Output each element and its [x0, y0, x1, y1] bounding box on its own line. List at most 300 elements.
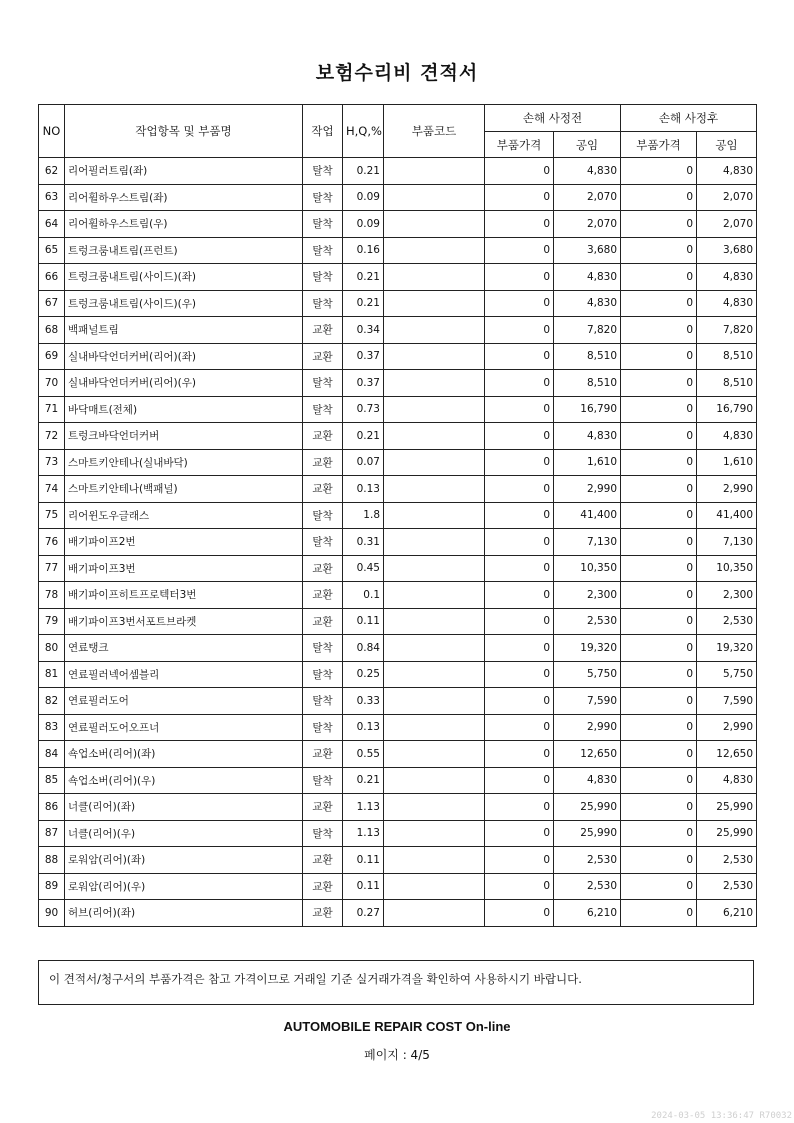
row-item-name: 너클(리어)(우)	[65, 820, 303, 847]
row-before-part-price: 0	[485, 264, 554, 291]
row-after-part-price: 0	[621, 158, 697, 185]
row-after-labor: 2,990	[697, 476, 757, 503]
row-after-part-price: 0	[621, 635, 697, 662]
row-before-labor: 3,680	[554, 237, 621, 264]
row-part-code	[384, 635, 485, 662]
table-row	[39, 502, 757, 529]
row-after-labor: 4,830	[697, 264, 757, 291]
row-before-part-price: 0	[485, 502, 554, 529]
header-no: NO	[39, 105, 65, 158]
row-after-part-price: 0	[621, 370, 697, 397]
row-after-labor: 25,990	[697, 820, 757, 847]
row-hq: 0.21	[343, 264, 384, 291]
row-hq: 0.07	[343, 449, 384, 476]
row-item-name: 로워암(리어)(좌)	[65, 847, 303, 874]
row-item-name: 트렁크바닥언더커버	[65, 423, 303, 450]
row-part-code	[384, 343, 485, 370]
row-hq: 0.84	[343, 635, 384, 662]
row-work-type: 탈착	[303, 502, 343, 529]
row-after-part-price: 0	[621, 555, 697, 582]
row-work-type: 탈착	[303, 661, 343, 688]
row-before-labor: 2,530	[554, 608, 621, 635]
row-hq: 0.27	[343, 900, 384, 927]
row-before-part-price: 0	[485, 317, 554, 344]
row-after-part-price: 0	[621, 423, 697, 450]
row-part-code	[384, 290, 485, 317]
header-after-part-price: 부품가격	[621, 132, 697, 158]
row-after-part-price: 0	[621, 264, 697, 291]
row-after-labor: 2,530	[697, 847, 757, 874]
row-part-code	[384, 184, 485, 211]
table-row	[39, 900, 757, 927]
row-no: 67	[39, 290, 65, 317]
row-no: 88	[39, 847, 65, 874]
row-work-type: 탈착	[303, 290, 343, 317]
table-row	[39, 847, 757, 874]
row-before-labor: 25,990	[554, 794, 621, 821]
table-row	[39, 290, 757, 317]
row-part-code	[384, 873, 485, 900]
row-after-labor: 3,680	[697, 237, 757, 264]
row-part-code	[384, 794, 485, 821]
row-no: 86	[39, 794, 65, 821]
row-after-labor: 2,300	[697, 582, 757, 609]
table-row	[39, 370, 757, 397]
row-item-name: 바닥매트(전체)	[65, 396, 303, 423]
row-before-part-price: 0	[485, 767, 554, 794]
row-hq: 0.09	[343, 184, 384, 211]
row-part-code	[384, 529, 485, 556]
row-before-labor: 8,510	[554, 370, 621, 397]
row-before-part-price: 0	[485, 290, 554, 317]
row-before-labor: 5,750	[554, 661, 621, 688]
row-before-labor: 2,530	[554, 873, 621, 900]
row-work-type: 탈착	[303, 529, 343, 556]
row-part-code	[384, 502, 485, 529]
price-notice-box	[38, 960, 754, 1005]
row-no: 65	[39, 237, 65, 264]
row-part-code	[384, 900, 485, 927]
row-before-part-price: 0	[485, 370, 554, 397]
row-part-code	[384, 476, 485, 503]
row-after-labor: 7,130	[697, 529, 757, 556]
table-row	[39, 820, 757, 847]
row-no: 72	[39, 423, 65, 450]
table-row	[39, 529, 757, 556]
row-after-labor: 10,350	[697, 555, 757, 582]
row-before-labor: 10,350	[554, 555, 621, 582]
row-work-type: 탈착	[303, 211, 343, 238]
row-item-name: 연료필러도어	[65, 688, 303, 715]
row-item-name: 스마트키안테나(실내바닥)	[65, 449, 303, 476]
table-row	[39, 211, 757, 238]
row-work-type: 교환	[303, 449, 343, 476]
table-row	[39, 184, 757, 211]
row-before-labor: 7,820	[554, 317, 621, 344]
row-part-code	[384, 767, 485, 794]
row-work-type: 탈착	[303, 688, 343, 715]
row-before-labor: 4,830	[554, 423, 621, 450]
row-hq: 0.11	[343, 608, 384, 635]
print-timestamp: 2024-03-05 13:36:47 R70032	[651, 1111, 792, 1121]
row-after-labor: 19,320	[697, 635, 757, 662]
table-row	[39, 635, 757, 662]
row-after-labor: 8,510	[697, 343, 757, 370]
row-hq: 0.21	[343, 767, 384, 794]
row-no: 80	[39, 635, 65, 662]
row-work-type: 교환	[303, 476, 343, 503]
row-work-type: 탈착	[303, 237, 343, 264]
row-after-part-price: 0	[621, 873, 697, 900]
row-work-type: 탈착	[303, 158, 343, 185]
row-after-part-price: 0	[621, 184, 697, 211]
row-after-labor: 41,400	[697, 502, 757, 529]
row-after-labor: 4,830	[697, 423, 757, 450]
row-hq: 1.13	[343, 794, 384, 821]
row-no: 70	[39, 370, 65, 397]
row-hq: 1.13	[343, 820, 384, 847]
row-item-name: 로워암(리어)(우)	[65, 873, 303, 900]
row-no: 71	[39, 396, 65, 423]
row-before-labor: 41,400	[554, 502, 621, 529]
table-row	[39, 794, 757, 821]
row-item-name: 백패널트림	[65, 317, 303, 344]
header-after-labor: 공임	[697, 132, 757, 158]
table-row	[39, 582, 757, 609]
row-after-part-price: 0	[621, 290, 697, 317]
row-after-part-price: 0	[621, 608, 697, 635]
row-no: 73	[39, 449, 65, 476]
row-no: 89	[39, 873, 65, 900]
row-part-code	[384, 211, 485, 238]
document-title: 보험수리비 견적서	[315, 62, 479, 84]
row-before-part-price: 0	[485, 608, 554, 635]
row-after-part-price: 0	[621, 396, 697, 423]
row-before-labor: 2,990	[554, 476, 621, 503]
row-after-labor: 7,590	[697, 688, 757, 715]
row-work-type: 탈착	[303, 635, 343, 662]
estimate-table	[38, 104, 757, 927]
row-item-name: 리어휠하우스트림(우)	[65, 211, 303, 238]
row-before-labor: 2,300	[554, 582, 621, 609]
row-after-part-price: 0	[621, 529, 697, 556]
row-no: 69	[39, 343, 65, 370]
row-before-labor: 16,790	[554, 396, 621, 423]
row-hq: 0.11	[343, 847, 384, 874]
header-before-part-price: 부품가격	[485, 132, 554, 158]
table-row	[39, 688, 757, 715]
header-after-adjustment: 손해 사정후	[621, 105, 757, 132]
row-no: 81	[39, 661, 65, 688]
header-part-code: 부품코드	[384, 105, 485, 158]
row-item-name: 트렁크룸내트림(사이드)(우)	[65, 290, 303, 317]
row-work-type: 탈착	[303, 396, 343, 423]
row-after-labor: 7,820	[697, 317, 757, 344]
footer-title: AUTOMOBILE REPAIR COST On-line	[283, 1019, 511, 1034]
header-before-adjustment: 손해 사정전	[485, 105, 621, 132]
row-item-name: 연료탱크	[65, 635, 303, 662]
row-item-name: 너클(리어)(좌)	[65, 794, 303, 821]
row-hq: 0.1	[343, 582, 384, 609]
row-before-labor: 8,510	[554, 343, 621, 370]
row-part-code	[384, 264, 485, 291]
row-after-part-price: 0	[621, 794, 697, 821]
row-after-part-price: 0	[621, 714, 697, 741]
row-before-part-price: 0	[485, 476, 554, 503]
row-after-labor: 4,830	[697, 767, 757, 794]
row-before-labor: 4,830	[554, 767, 621, 794]
row-no: 79	[39, 608, 65, 635]
row-work-type: 탈착	[303, 264, 343, 291]
row-hq: 0.21	[343, 290, 384, 317]
table-row	[39, 661, 757, 688]
row-item-name: 트렁크룸내트림(사이드)(좌)	[65, 264, 303, 291]
row-no: 74	[39, 476, 65, 503]
row-after-labor: 12,650	[697, 741, 757, 768]
row-hq: 0.33	[343, 688, 384, 715]
row-before-part-price: 0	[485, 449, 554, 476]
row-item-name: 연료필러도어오프너	[65, 714, 303, 741]
table-row	[39, 476, 757, 503]
row-work-type: 교환	[303, 317, 343, 344]
row-before-labor: 4,830	[554, 290, 621, 317]
row-after-labor: 25,990	[697, 794, 757, 821]
row-before-part-price: 0	[485, 211, 554, 238]
row-after-labor: 1,610	[697, 449, 757, 476]
row-part-code	[384, 608, 485, 635]
row-item-name: 배기파이프3번서포트브라켓	[65, 608, 303, 635]
table-row	[39, 741, 757, 768]
page-number: 페이지 : 4/5	[364, 1048, 430, 1062]
row-part-code	[384, 396, 485, 423]
row-before-labor: 4,830	[554, 264, 621, 291]
table-row	[39, 343, 757, 370]
row-work-type: 교환	[303, 608, 343, 635]
row-after-part-price: 0	[621, 847, 697, 874]
row-after-part-price: 0	[621, 582, 697, 609]
row-no: 64	[39, 211, 65, 238]
row-before-part-price: 0	[485, 158, 554, 185]
row-after-labor: 4,830	[697, 158, 757, 185]
row-before-part-price: 0	[485, 741, 554, 768]
row-hq: 0.31	[343, 529, 384, 556]
table-row	[39, 714, 757, 741]
row-item-name: 쇽업소버(리어)(우)	[65, 767, 303, 794]
table-row	[39, 608, 757, 635]
row-item-name: 연료필러넥어셈블리	[65, 661, 303, 688]
row-before-labor: 2,070	[554, 211, 621, 238]
row-after-part-price: 0	[621, 317, 697, 344]
row-before-part-price: 0	[485, 900, 554, 927]
row-after-part-price: 0	[621, 741, 697, 768]
row-part-code	[384, 555, 485, 582]
row-after-labor: 2,070	[697, 184, 757, 211]
table-body	[39, 158, 757, 927]
row-no: 83	[39, 714, 65, 741]
row-no: 75	[39, 502, 65, 529]
row-item-name: 배기파이프2번	[65, 529, 303, 556]
row-no: 63	[39, 184, 65, 211]
row-part-code	[384, 820, 485, 847]
row-after-part-price: 0	[621, 449, 697, 476]
row-after-part-price: 0	[621, 237, 697, 264]
row-after-labor: 5,750	[697, 661, 757, 688]
row-no: 87	[39, 820, 65, 847]
row-work-type: 탈착	[303, 767, 343, 794]
row-before-labor: 2,990	[554, 714, 621, 741]
row-work-type: 교환	[303, 847, 343, 874]
row-part-code	[384, 582, 485, 609]
row-item-name: 리어필러트림(좌)	[65, 158, 303, 185]
row-work-type: 교환	[303, 900, 343, 927]
row-work-type: 교환	[303, 794, 343, 821]
row-before-part-price: 0	[485, 529, 554, 556]
row-no: 84	[39, 741, 65, 768]
row-item-name: 배기파이프히트프로텍터3번	[65, 582, 303, 609]
row-after-part-price: 0	[621, 820, 697, 847]
row-before-part-price: 0	[485, 343, 554, 370]
table-row	[39, 449, 757, 476]
row-no: 85	[39, 767, 65, 794]
row-work-type: 탈착	[303, 820, 343, 847]
table-row	[39, 767, 757, 794]
row-after-labor: 2,530	[697, 608, 757, 635]
row-part-code	[384, 741, 485, 768]
row-after-part-price: 0	[621, 688, 697, 715]
row-before-labor: 4,830	[554, 158, 621, 185]
row-before-part-price: 0	[485, 794, 554, 821]
row-after-labor: 2,070	[697, 211, 757, 238]
row-work-type: 교환	[303, 343, 343, 370]
row-before-part-price: 0	[485, 847, 554, 874]
row-before-part-price: 0	[485, 555, 554, 582]
row-after-part-price: 0	[621, 767, 697, 794]
row-part-code	[384, 370, 485, 397]
row-part-code	[384, 714, 485, 741]
row-part-code	[384, 661, 485, 688]
row-item-name: 실내바닥언더커버(리어)(우)	[65, 370, 303, 397]
row-hq: 0.45	[343, 555, 384, 582]
header-hq: H,Q,%	[343, 105, 384, 158]
row-work-type: 교환	[303, 555, 343, 582]
row-before-part-price: 0	[485, 184, 554, 211]
header-before-labor: 공임	[554, 132, 621, 158]
row-before-labor: 2,070	[554, 184, 621, 211]
row-before-labor: 7,590	[554, 688, 621, 715]
row-item-name: 허브(리어)(좌)	[65, 900, 303, 927]
row-before-part-price: 0	[485, 237, 554, 264]
row-after-labor: 2,530	[697, 873, 757, 900]
row-after-part-price: 0	[621, 900, 697, 927]
row-item-name: 쇽업소버(리어)(좌)	[65, 741, 303, 768]
row-after-part-price: 0	[621, 211, 697, 238]
row-item-name: 트렁크룸내트림(프런트)	[65, 237, 303, 264]
row-hq: 0.25	[343, 661, 384, 688]
row-item-name: 실내바닥언더커버(리어)(좌)	[65, 343, 303, 370]
row-after-part-price: 0	[621, 343, 697, 370]
row-part-code	[384, 317, 485, 344]
row-no: 66	[39, 264, 65, 291]
row-before-labor: 1,610	[554, 449, 621, 476]
row-item-name: 스마트키안테나(백패널)	[65, 476, 303, 503]
row-hq: 0.16	[343, 237, 384, 264]
row-work-type: 교환	[303, 873, 343, 900]
row-after-labor: 16,790	[697, 396, 757, 423]
row-no: 62	[39, 158, 65, 185]
row-no: 76	[39, 529, 65, 556]
table-row	[39, 237, 757, 264]
row-before-part-price: 0	[485, 661, 554, 688]
row-part-code	[384, 423, 485, 450]
row-work-type: 탈착	[303, 184, 343, 211]
row-work-type: 탈착	[303, 714, 343, 741]
header-item: 작업항목 및 부품명	[65, 105, 303, 158]
row-hq: 0.13	[343, 714, 384, 741]
row-after-labor: 2,990	[697, 714, 757, 741]
row-after-part-price: 0	[621, 661, 697, 688]
row-hq: 0.13	[343, 476, 384, 503]
row-hq: 0.11	[343, 873, 384, 900]
row-after-part-price: 0	[621, 502, 697, 529]
row-before-labor: 7,130	[554, 529, 621, 556]
row-no: 78	[39, 582, 65, 609]
row-part-code	[384, 158, 485, 185]
row-after-labor: 4,830	[697, 290, 757, 317]
row-before-part-price: 0	[485, 688, 554, 715]
row-part-code	[384, 449, 485, 476]
row-before-part-price: 0	[485, 873, 554, 900]
table-row	[39, 555, 757, 582]
table-row	[39, 264, 757, 291]
row-no: 77	[39, 555, 65, 582]
table-row	[39, 873, 757, 900]
row-before-part-price: 0	[485, 423, 554, 450]
row-item-name: 리어윈도우글래스	[65, 502, 303, 529]
row-hq: 1.8	[343, 502, 384, 529]
row-hq: 0.21	[343, 158, 384, 185]
row-after-labor: 8,510	[697, 370, 757, 397]
row-after-labor: 6,210	[697, 900, 757, 927]
row-hq: 0.09	[343, 211, 384, 238]
price-notice-text: 이 견적서/청구서의 부품가격은 참고 가격이므로 거래일 기준 실거래가격을 확인하여 사용하시기 바랍니다.	[49, 972, 582, 986]
row-hq: 0.73	[343, 396, 384, 423]
row-part-code	[384, 237, 485, 264]
row-no: 82	[39, 688, 65, 715]
row-before-part-price: 0	[485, 820, 554, 847]
row-no: 90	[39, 900, 65, 927]
row-no: 68	[39, 317, 65, 344]
row-hq: 0.34	[343, 317, 384, 344]
row-before-labor: 6,210	[554, 900, 621, 927]
row-part-code	[384, 847, 485, 874]
row-hq: 0.37	[343, 370, 384, 397]
row-before-labor: 2,530	[554, 847, 621, 874]
table-row	[39, 158, 757, 185]
table-header-row	[39, 105, 757, 132]
row-work-type: 탈착	[303, 370, 343, 397]
row-before-part-price: 0	[485, 635, 554, 662]
row-before-part-price: 0	[485, 582, 554, 609]
row-before-part-price: 0	[485, 714, 554, 741]
row-work-type: 교환	[303, 582, 343, 609]
row-before-labor: 25,990	[554, 820, 621, 847]
row-hq: 0.55	[343, 741, 384, 768]
row-before-labor: 19,320	[554, 635, 621, 662]
table-row	[39, 317, 757, 344]
row-hq: 0.37	[343, 343, 384, 370]
row-before-part-price: 0	[485, 396, 554, 423]
row-item-name: 리어휠하우스트림(좌)	[65, 184, 303, 211]
